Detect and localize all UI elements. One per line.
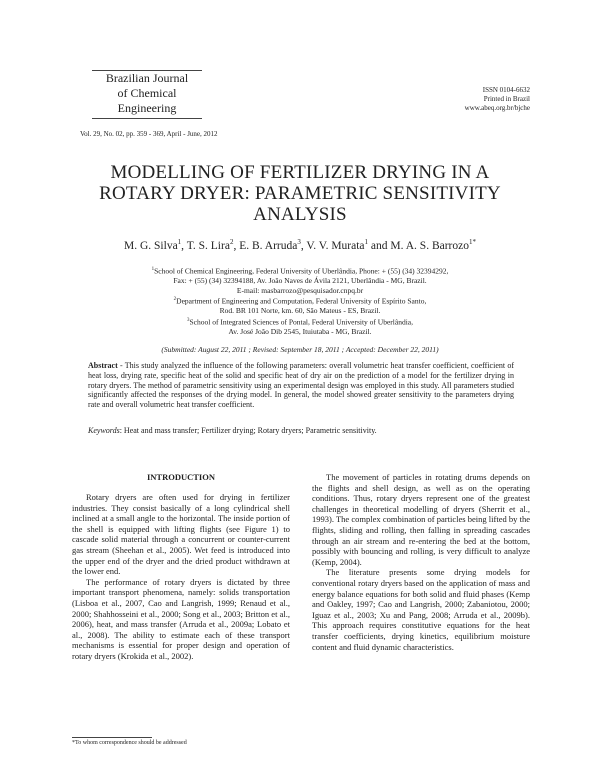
affil-text: School of Chemical Engineering, Federal University of Uberlândia, Phone: + (55) (34) 32394292, (154, 266, 449, 276)
paragraph: The performance of rotary dryers is dictated by three important transport phenomena, namely: solids transportation (Lisboa et al., 2007, Cao and Langrish, 1999; Renaud et al., 2000; Shahhosseini et al., 2000; Song et al., 2003; Britton et al., 2006), heat, and mass transfer (Arruda et al., 2009a; Lobato et al., 2008). The ability to estimate each of these transport mechanisms is essential for proper design and operation of rotary dryers (Krokida et al., 2002). (72, 576, 290, 661)
affiliation-2-line-2: Rod. BR 101 Norte, km. 60, São Mateus - ES, Brazil. (219, 306, 381, 315)
column-right (312, 472, 530, 652)
paper-title (60, 162, 540, 225)
affil-text: Department of Engineering and Computation, Federal University of Espírito Santo, (176, 296, 427, 306)
keywords-label: Keywords (88, 426, 120, 435)
author-sup: 3 (297, 238, 301, 246)
affiliation-1-line-1 (100, 265, 500, 276)
printed-in: Printed in Brazil (483, 95, 530, 103)
affiliation-1-email[interactable]: E-mail: masbarrozo@pesquisador.cnpq.br (236, 285, 364, 295)
author-name: E. B. Arruda (239, 239, 298, 252)
affil-sup: 3 (187, 317, 190, 323)
author-separator: , (233, 239, 240, 252)
issn-number: ISSN 0104-6632 (482, 86, 530, 94)
author-and: and (368, 239, 391, 252)
footnote: *To whom correspondence should be addressed (72, 740, 187, 746)
journal-line-1: Brazilian Journal (105, 71, 189, 85)
submission-dates: (Submitted: August 22, 2011 ; Revised: September 18, 2011 ; Accepted: December 22, 2011) (161, 345, 439, 354)
abstract (88, 361, 514, 410)
paragraph: Rotary dryers are often used for drying in fertilizer industries. They consist basically of a long cylindrical shell inclined at a small angle to the horizontal. The inside portion of the shell is equipped with lifting flights (see Figure 1) to cascade solid material through a concurrent or counter-current gas stream (Sheehan et al., 2005). Wet feed is introduced into the upper end of the dryer and the dried product withdrawn at the lower end. (72, 492, 290, 577)
affiliation-3-line-2: Av. José João Dib 2545, Ituiutaba - MG, Brazil. (228, 326, 372, 336)
column-left (72, 492, 290, 662)
author-list (60, 238, 540, 252)
abstract-label: Abstract (88, 361, 118, 370)
citation-line: Vol. 29, No. 02, pp. 359 - 369, April - June, 2012 (80, 130, 218, 138)
paragraph: The movement of particles in rotating drums depends on the flights and shell design, as well as on the operating conditions. Thus, rotary dryers represent one of the greatest challenges in theoretical modelling of dryers (Sherrit et al., 1993). The complex combination of particles being lifted by the flights, sliding and rolling, then falling in spreading cascades through an air stream and re-entering the bed at the bottom, possibly with bouncing and rolling, is very difficult to analyze (Kemp, 2004). (312, 472, 530, 567)
title-line-1: MODELLING OF FERTILIZER DRYING IN A (110, 162, 490, 183)
affiliation-2-line-1 (100, 295, 500, 306)
abstract-text: - This study analyzed the influence of the following parameters: overall volumetric heat transfer coefficient, coefficient of heat loss, drying rate, specific heat of the solid and specific heat of dry air on the prediction of a model for the fertilizer drying in rotary dryers. The method of parametric sensitivity using an experimental design was employed in this study. All parameters studied significantly affected the responses of the drying model. In general, the model showed greater sensitivity to the parameters drying rate and overall volumetric heat transfer coefficient. (88, 361, 514, 410)
keywords (88, 426, 514, 435)
journal-rule-bottom (92, 118, 202, 119)
affil-text: School of Integrated Sciences of Pontal, Federal University of Uberlândia, (189, 317, 413, 326)
issn-block (370, 86, 530, 113)
author-name: T. S. Lira (186, 239, 230, 252)
affil-sup: 1 (151, 267, 155, 272)
author-name: M. A. S. Barrozo (390, 239, 469, 252)
author-name: V. V. Murata (306, 239, 365, 252)
title-line-3: ANALYSIS (253, 204, 347, 225)
journal-line-3: Engineering (117, 101, 177, 115)
keywords-text: : Heat and mass transfer; Fertilizer drying; Rotary dryers; Parametric sensitivity. (119, 426, 377, 435)
journal-url[interactable]: www.abeq.org.br/bjche (464, 104, 530, 112)
footnote-rule (72, 737, 152, 738)
journal-name-block (92, 70, 202, 119)
author-separator: , (181, 239, 187, 252)
author-sup: 1* (469, 238, 476, 246)
paragraph: The literature presents some drying models for conventional rotary dryers based on the application of mass and energy balance equations for both solid and fluid phases (Kemp and Oakley, 1997; Cao and Langrish, 2000; Zabaniotou, 2000; Iguaz et al., 2003; Xu and Pang, 2008; Arruda et al., 2009b). This approach requires constitutive equations for the heat transfer coefficients, drying kinetics, equilibrium moisture content and fluid dynamic characteristics. (312, 567, 530, 652)
author-sup: 2 (229, 238, 234, 246)
affiliations (100, 265, 500, 336)
author-sup: 1 (364, 238, 369, 246)
author-sup: 1 (177, 238, 182, 246)
affiliation-3-line-1 (100, 316, 500, 327)
title-line-2: ROTARY DRYER: PARAMETRIC SENSITIVITY (99, 183, 501, 204)
introduction-heading: INTRODUCTION (146, 472, 215, 482)
author-separator: , (300, 239, 307, 252)
affiliation-1-line-2: Fax: + (55) (34) 32394188, Av. João Naves de Ávila 2121, Uberlândia - MG, Brazil. (173, 276, 427, 285)
author-name: M. G. Silva (124, 239, 178, 252)
affil-sup: 2 (173, 297, 177, 302)
journal-line-2: of Chemical (117, 86, 177, 100)
